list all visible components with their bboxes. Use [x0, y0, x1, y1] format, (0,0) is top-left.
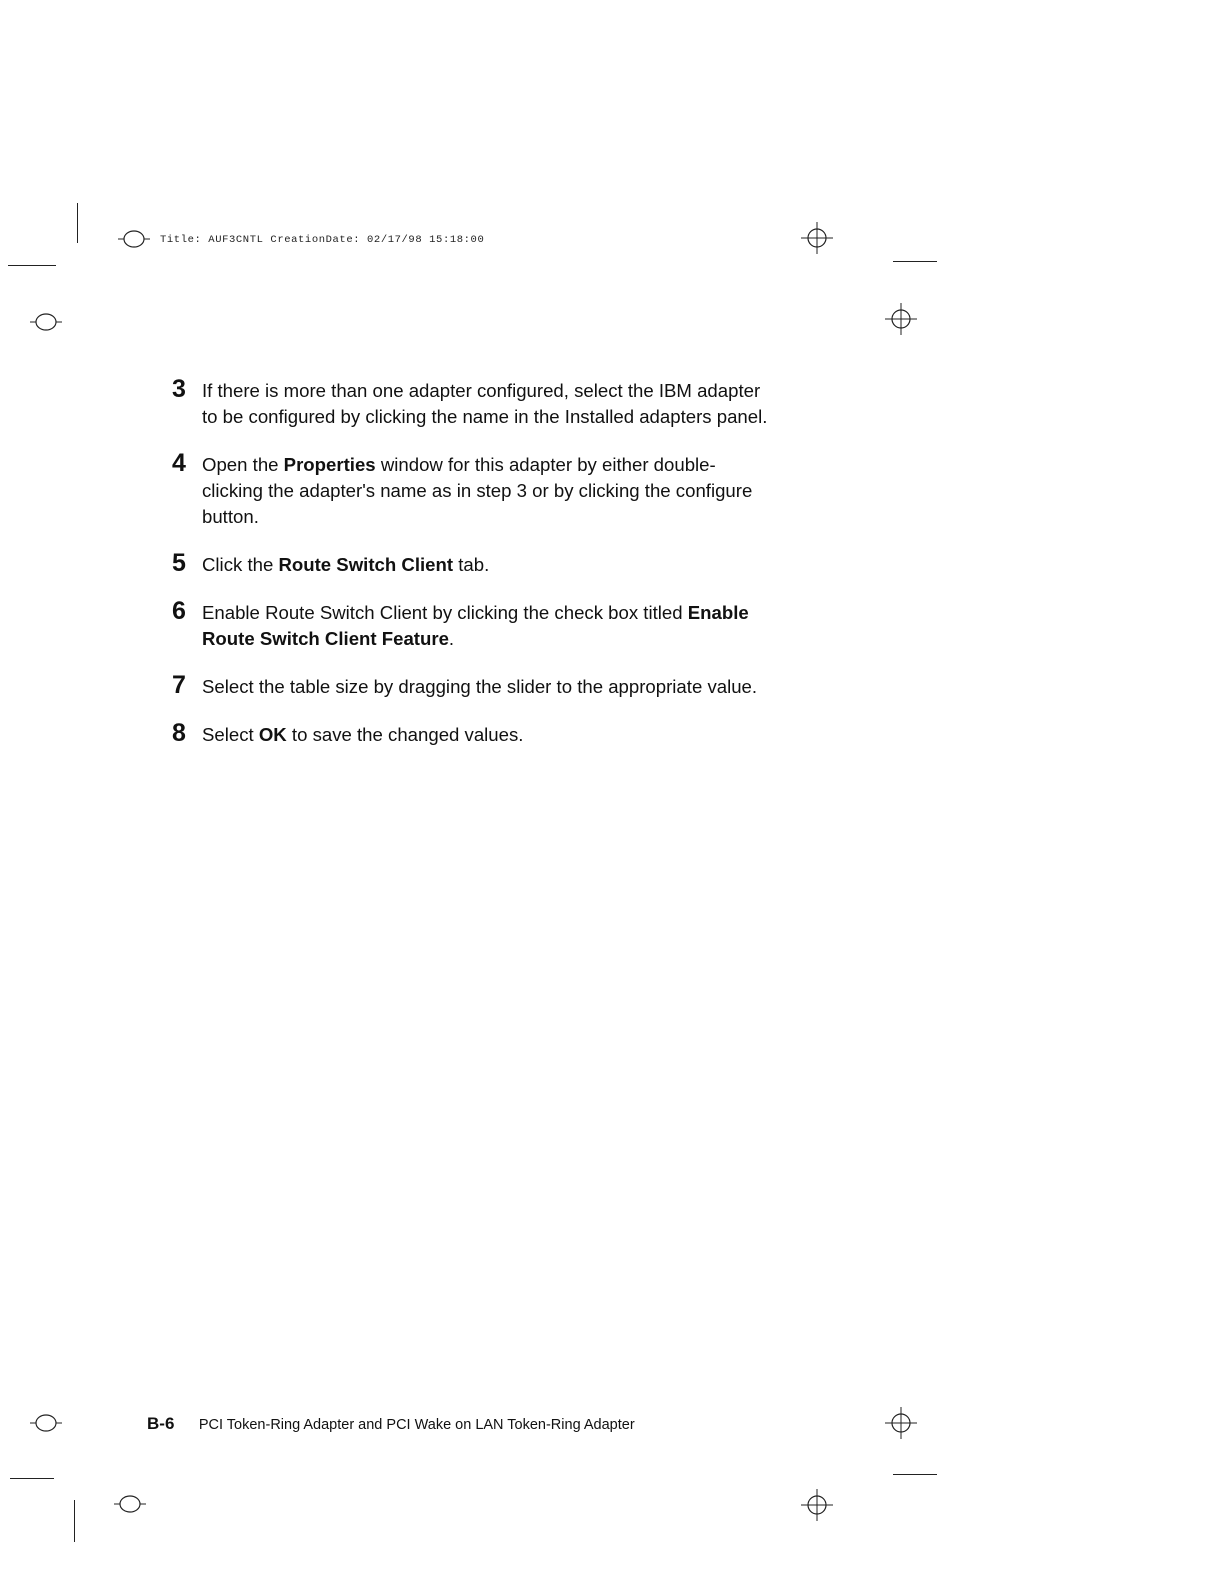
step-item	[172, 375, 772, 430]
step-text	[202, 600, 772, 652]
crop-mark	[77, 203, 78, 243]
crop-mark	[893, 1474, 937, 1475]
step-text-emphasis: Route Switch Client	[278, 554, 454, 575]
step-text	[202, 674, 772, 700]
crop-mark	[8, 265, 56, 266]
step-item	[172, 449, 772, 530]
step-text-segment: tab.	[453, 554, 490, 575]
step-text-emphasis: Enable Route Switch Client Feature	[202, 602, 749, 649]
step-text	[202, 452, 772, 530]
step-text-segment: Select	[202, 724, 259, 745]
step-text-segment: Open the	[202, 454, 284, 475]
step-item	[172, 671, 772, 700]
step-number: 3	[172, 375, 186, 403]
step-text-segment: Select the table size by dragging the slider to the appropriate value.	[202, 676, 758, 697]
registration-mark-icon	[112, 1492, 148, 1516]
page-footer	[147, 1414, 635, 1434]
step-item	[172, 549, 772, 578]
step-text-segment: Enable Route Switch Client by clicking the check box titled	[202, 602, 688, 623]
step-text-emphasis: OK	[258, 724, 287, 745]
step-text	[202, 722, 772, 748]
print-slug-header: Title: AUF3CNTL CreationDate: 02/17/98 15:18:00	[160, 234, 485, 246]
step-text-segment: Click the	[202, 554, 279, 575]
step-item	[172, 597, 772, 652]
step-text	[202, 552, 772, 578]
step-number: 5	[172, 549, 186, 577]
page-number: B-6	[147, 1414, 175, 1433]
crop-mark	[10, 1478, 54, 1479]
step-text-segment: If there is more than one adapter configured, select the IBM adapter to be configured by clicking the name in the Installed adapters panel.	[202, 380, 768, 427]
registration-mark-icon	[28, 310, 64, 334]
step-text-emphasis: Properties	[283, 454, 376, 475]
step-number: 4	[172, 449, 186, 477]
crosshair-registration-icon	[800, 221, 834, 255]
step-number: 6	[172, 597, 186, 625]
step-item	[172, 719, 772, 748]
step-number: 7	[172, 671, 186, 699]
crosshair-registration-icon	[884, 1406, 918, 1440]
step-text-segment: to save the changed values.	[286, 724, 524, 745]
step-text	[202, 378, 772, 430]
book-title: PCI Token-Ring Adapter and PCI Wake on LAN Token-Ring Adapter	[198, 1417, 635, 1433]
registration-mark-icon	[28, 1411, 64, 1435]
crosshair-registration-icon	[884, 302, 918, 336]
step-text-segment: window for this adapter by either double-clicking the adapter's name as in step 3 or by clicking the configure button.	[202, 454, 753, 527]
crop-mark	[893, 261, 937, 262]
step-number: 8	[172, 719, 186, 747]
step-list	[172, 375, 772, 770]
crop-mark	[74, 1500, 75, 1542]
registration-mark-icon	[116, 227, 152, 251]
step-text-segment: .	[448, 628, 455, 649]
crosshair-registration-icon	[800, 1488, 834, 1522]
